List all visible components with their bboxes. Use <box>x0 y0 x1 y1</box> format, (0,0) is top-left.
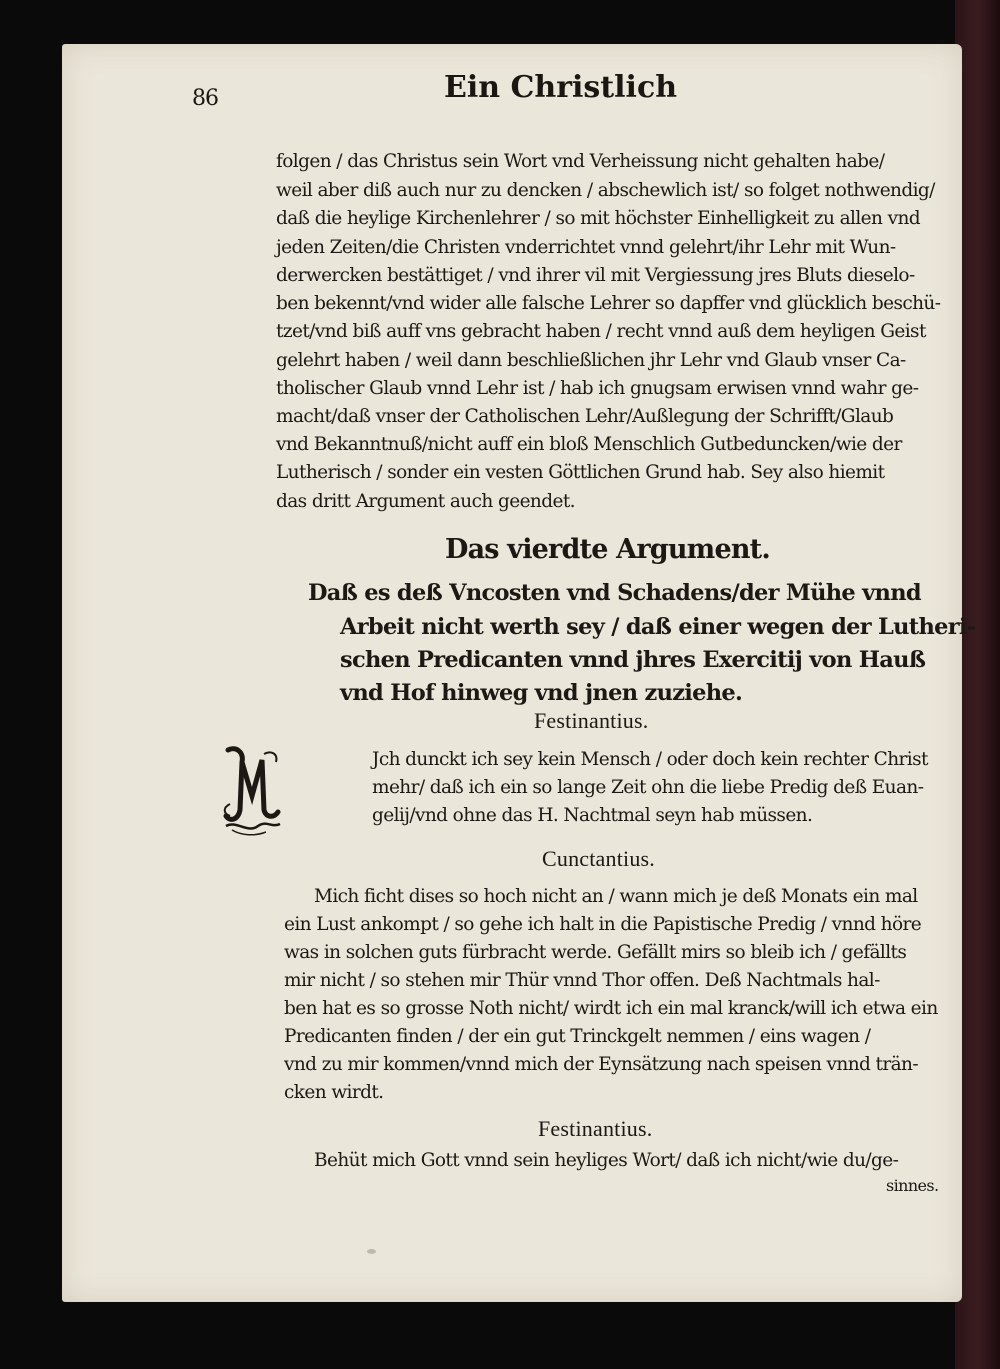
running-title: Ein Christlich <box>444 70 678 105</box>
speaker-label: Festinantius. <box>538 1116 653 1141</box>
text-line: gelij/vnd ohne das H. Nachtmal seyn hab müssen. <box>372 805 813 826</box>
text-line: Jch dunckt ich sey kein Mensch / oder doch kein rechter Christ <box>372 749 928 770</box>
text-line: jeden Zeiten/die Christen vnderrichtet vnnd gelehrt/ihr Lehr mit Wun- <box>276 237 896 258</box>
text-line: vnd zu mir kommen/vnnd mich der Eynsätzung nach speisen vnnd trän- <box>284 1054 919 1075</box>
decorated-initial <box>222 744 282 836</box>
catchword: sinnes. <box>886 1176 939 1195</box>
page-number: 86 <box>192 86 218 111</box>
text-line: Behüt mich Gott vnnd sein heyliges Wort/ daß ich nicht/wie du/ge- <box>314 1150 899 1171</box>
text-line: ben bekennt/vnd wider alle falsche Lehrer so dapffer vnd glücklich beschü- <box>276 293 941 314</box>
subtitle-line: Arbeit nicht werth sey / daß einer wegen der Lutheri- <box>340 614 976 640</box>
text-line: daß die heylige Kirchenlehrer / so mit höchster Einhelligkeit zu allen vnd <box>276 208 921 229</box>
subtitle-line: schen Predicanten vnnd jhres Exercitij von Hauß <box>340 647 926 673</box>
text-line: vnd Bekanntnuß/nicht auff ein bloß Menschlich Gutbeduncken/wie der <box>276 434 902 455</box>
speaker-label: Festinantius. <box>534 708 649 733</box>
text-line: macht/daß vnser der Catholischen Lehr/Außlegung der Schrifft/Glaub <box>276 406 894 427</box>
speaker-label: Cunctantius. <box>542 846 656 871</box>
text-line: ben hat es so grosse Noth nicht/ wirdt ich ein mal kranck/will ich etwa ein <box>284 998 938 1019</box>
text-line: ein Lust ankompt / so gehe ich halt in die Papistische Predig / vnnd höre <box>284 914 922 935</box>
text-line: was in solchen guts fürbracht werde. Gefällt mirs so bleib ich / gefällts <box>284 942 907 963</box>
pencil-mark <box>367 1249 376 1254</box>
text-line: tholischer Glaub vnnd Lehr ist / hab ich gnugsam erwisen vnnd wahr ge- <box>276 378 919 399</box>
text-line: tzet/vnd biß auff vns gebracht haben / recht vnnd auß dem heyligen Geist <box>276 321 926 342</box>
text-line: mir nicht / so stehen mir Thür vnnd Thor offen. Deß Nachtmals hal- <box>284 970 880 991</box>
text-line: Predicanten finden / der ein gut Trinckgelt nemmen / eins wagen / <box>284 1026 871 1047</box>
section-heading: Das vierdte Argument. <box>445 534 770 565</box>
text-line: cken wirdt. <box>284 1082 384 1103</box>
text-line: gelehrt haben / weil dann beschließlichen jhr Lehr vnd Glaub vnser Ca- <box>276 350 906 371</box>
ornament-initial-icon <box>222 744 282 836</box>
subtitle-line: vnd Hof hinweg vnd jnen zuziehe. <box>340 680 743 706</box>
subtitle-line: Daß es deß Vncosten vnd Schadens/der Mühe vnnd <box>308 580 921 606</box>
text-line: das dritt Argument auch geendet. <box>276 491 575 512</box>
text-line: weil aber diß auch nur zu dencken / abschewlich ist/ so folget nothwendig/ <box>276 180 935 201</box>
text-line: derwercken bestättiget / vnd ihrer vil mit Vergiessung jres Bluts dieselo- <box>276 265 915 286</box>
text-line: Mich ficht dises so hoch nicht an / wann mich je deß Monats ein mal <box>314 886 918 907</box>
text-line: mehr/ daß ich ein so lange Zeit ohn die liebe Predig deß Euan- <box>372 777 924 798</box>
text-line: Lutherisch / sonder ein vesten Göttlichen Grund hab. Sey also hiemit <box>276 462 885 483</box>
book-page <box>62 44 962 1302</box>
text-line: folgen / das Christus sein Wort vnd Verheissung nicht gehalten habe/ <box>276 151 885 172</box>
page-header <box>192 70 772 114</box>
